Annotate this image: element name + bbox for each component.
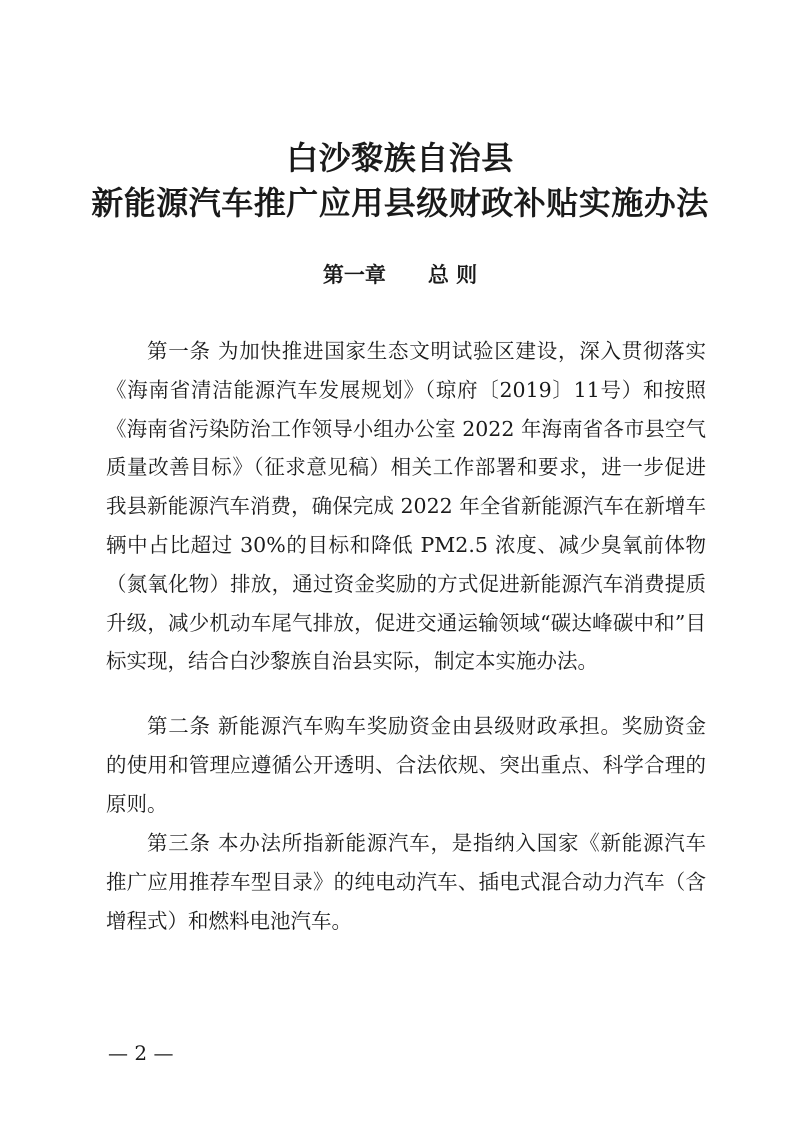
document-title-line-1: 白沙黎族自治县 (286, 139, 514, 177)
chapter-heading: 第一章 总 则 (322, 263, 478, 287)
page-number: — 2 — (108, 1041, 174, 1065)
article-3-paragraph (106, 824, 706, 940)
article-1-label: 第一条 (147, 339, 211, 363)
article-3 (106, 824, 706, 940)
article-3-text: 本办法所指新能源汽车，是指纳入国家《新能源汽车推广应用推荐车型目录》的纯电动汽车、插电式混合动力汽车（含增程式）和燃料电池汽车。 (106, 831, 706, 933)
article-1-paragraph (106, 332, 706, 681)
article-1 (106, 332, 706, 681)
article-2-paragraph (106, 707, 706, 823)
article-3-label: 第三条 (147, 831, 211, 855)
article-1-text: 为加快推进国家生态文明试验区建设，深入贯彻落实《海南省清洁能源汽车发展规划》（琼府〔2019〕11号）和按照《海南省污染防治工作领导小组办公室 2022 年海南省各市县空气质量改善目标》（征求意见稿）相关工作部署和要求，进一步促进我县新能源汽车消费，确保完成 2022 年全省新能源汽车在新增车辆中占比超过 30%的目标和降低 PM2.5 浓度、减少臭氧前体物（氮氧化物）排放，通过资金奖励的方式促进新能源汽车消费提质升级，减少机动车尾气排放，促进交通运输领域“碳达峰碳中和”目标实现，结合白沙黎族自治县实际，制定本实施办法。 (106, 339, 706, 674)
document-title-line-2: 新能源汽车推广应用县级财政补贴实施办法 (91, 184, 709, 222)
article-2-label: 第二条 (147, 714, 211, 738)
article-2 (106, 707, 706, 823)
article-2-text: 新能源汽车购车奖励资金由县级财政承担。奖励资金的使用和管理应遵循公开透明、合法依规、突出重点、科学合理的原则。 (106, 714, 706, 816)
